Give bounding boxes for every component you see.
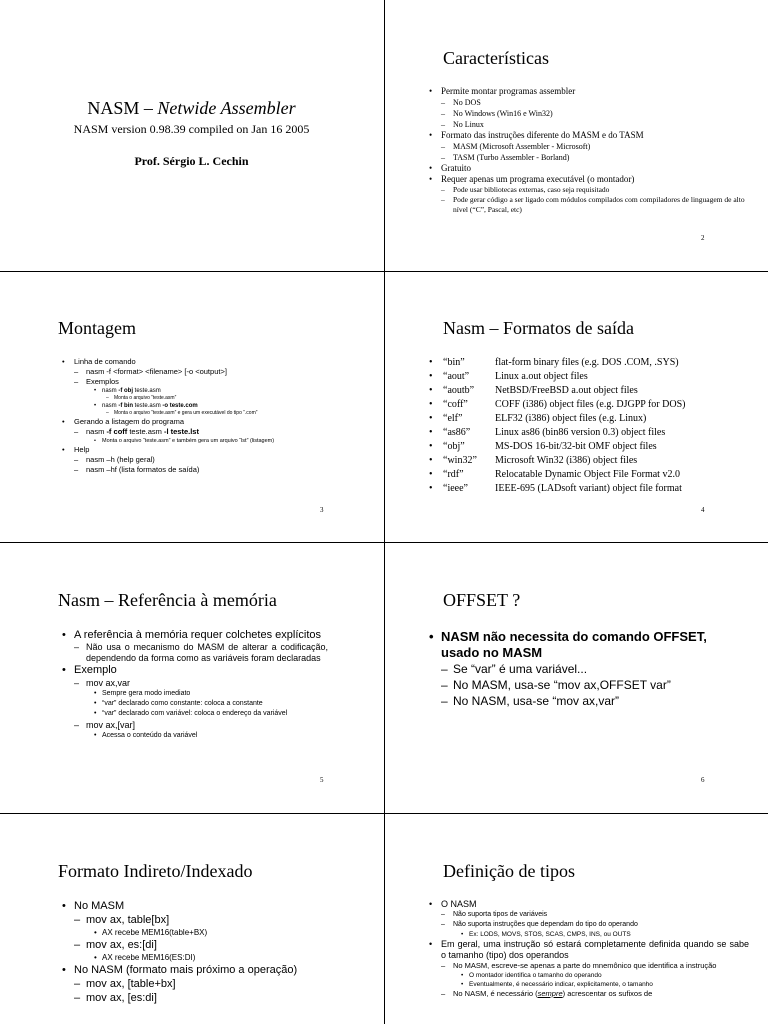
slide-5 (0, 543, 383, 813)
list-item: – No Linux (441, 119, 749, 130)
slide-2-title: Características (443, 48, 549, 68)
text: No NASM, é necessário ( (453, 989, 538, 998)
list-item: • A referência à memória requer colchetes explícitos (62, 629, 328, 642)
format-desc: MS-DOS 16-bit/32-bit OMF object files (495, 441, 657, 452)
list-item: – No DOS (441, 97, 749, 108)
cmd-text: nasm (102, 403, 119, 409)
slide-2 (385, 0, 768, 270)
list-item: • Sempre gera modo imediato (94, 689, 328, 699)
table-row: • “obj” MS-DOS 16-bit/32-bit OMF object files (429, 441, 657, 452)
slide-3-list (62, 357, 362, 475)
list-item: • O NASM (429, 899, 749, 910)
list-item: • “var” declarado como constante: coloca a constante (94, 699, 328, 709)
cmd-flag: -o teste.com (162, 403, 198, 409)
slide-4-title: Nasm – Formatos de saída (443, 318, 634, 338)
text: ) acrescentar os sufixos de (562, 989, 653, 998)
list-item: – No MASM, escreve-se apenas a parte do mnemônico que identifica a instrução (441, 961, 749, 971)
table-row: • “elf” ELF32 (i386) object files (e.g. Linux) (429, 413, 647, 424)
format-desc: Linux a.out object files (495, 371, 588, 382)
list-item: • “var” declarado com variável: coloca o endereço da variável (94, 709, 328, 719)
table-row: • “ieee” IEEE-695 (LADsoft variant) object file format (429, 483, 682, 494)
format-key: “aout” (443, 371, 470, 382)
slide-number: 2 (701, 234, 705, 242)
list-item: • Ex: LODS, MOVS, STOS, SCAS, CMPS, INS, ou OUTS (461, 930, 749, 939)
list-item (94, 387, 362, 395)
list-item: • Exemplo (62, 664, 328, 677)
slide-number: 4 (701, 506, 705, 514)
cmd-flag: -f coff (106, 427, 128, 436)
title-text: NASM – (87, 98, 158, 118)
format-desc: Relocatable Dynamic Object File Format v2.0 (495, 469, 680, 480)
format-desc: IEEE-695 (LADsoft variant) object file format (495, 483, 682, 494)
slide-1 (0, 0, 383, 270)
format-key: “bin” (443, 357, 465, 368)
slide-7-title: Formato Indireto/Indexado (58, 861, 253, 881)
list-item: – nasm -f <format> <filename> [-o <output>] (74, 367, 362, 377)
table-row: • “bin” flat-form binary files (e.g. DOS .COM, .SYS) (429, 357, 679, 368)
slide-3-title: Montagem (58, 318, 136, 338)
list-item: • Em geral, uma instrução só estará completamente definida quando se sabe o tamanho (tipo) dos operandos (429, 939, 749, 961)
list-item (441, 989, 749, 999)
slide-7 (0, 814, 383, 1024)
list-item: • Formato das instruções diferente do MASM e do TASM (429, 130, 749, 141)
list-item: • AX recebe MEM16(table+BX) (94, 927, 362, 938)
format-desc: NetBSD/FreeBSD a.out object files (495, 385, 638, 396)
slide-8-list (429, 899, 749, 999)
list-item: – mov ax,[var] (74, 719, 328, 731)
cmd-flag: -f obj (118, 388, 134, 394)
cmd-flag: -f bin (118, 403, 134, 409)
list-item: • AX recebe MEM16(ES:DI) (94, 952, 362, 963)
list-item: – No MASM, usa-se “mov ax,OFFSET var” (441, 677, 709, 693)
slide-6-list (429, 629, 709, 709)
slide-number: 3 (320, 506, 324, 514)
cmd-text: nasm (86, 427, 107, 436)
list-item: • Eventualmente, é necessário indicar, explicitamente, o tamanho (461, 980, 749, 989)
list-item: • Requer apenas um programa executável (o montador) (429, 174, 749, 185)
table-row: • “as86” Linux as86 (bin86 version 0.3) object files (429, 427, 666, 438)
table-row: • “aout” Linux a.out object files (429, 371, 588, 382)
slide-6 (385, 543, 768, 813)
list-item: – mov ax, [es:di] (74, 991, 362, 1005)
list-item: • Help (62, 445, 362, 455)
cmd-text: teste.asm (133, 403, 163, 409)
list-item: • Gratuito (429, 163, 749, 174)
list-item: – mov ax, es:[di] (74, 938, 362, 952)
format-key: “elf” (443, 413, 463, 424)
list-item: • Acessa o conteúdo da variável (94, 731, 328, 741)
list-item: – Pode gerar código a ser ligado com módulos compilados com compiladores de linguagem de alto nível (“C”, Pascal, etc) (441, 195, 749, 215)
slide-8-title: Definição de tipos (443, 861, 575, 881)
list-item: – Monta o arquivo “teste.asm” (106, 395, 362, 402)
format-desc: Linux as86 (bin86 version 0.3) object files (495, 427, 666, 438)
format-key: “as86” (443, 427, 471, 438)
list-item: – nasm –hf (lista formatos de saída) (74, 465, 362, 475)
cmd-flag: -l teste.lst (163, 427, 199, 436)
list-item: • Gerando a listagem do programa (62, 417, 362, 427)
list-item: – mov ax, [table+bx] (74, 977, 362, 991)
slide-5-title: Nasm – Referência à memória (58, 590, 277, 610)
list-item: • NASM não necessita do comando OFFSET, usado no MASM (429, 629, 709, 661)
slide-number: 5 (320, 776, 324, 784)
list-item: – No Windows (Win16 e Win32) (441, 108, 749, 119)
emphasis-text: sempre (537, 989, 563, 998)
slide-6-title: OFFSET ? (443, 590, 521, 610)
format-key: “rdf” (443, 469, 464, 480)
title-italic-text: Netwide Assembler (157, 98, 296, 118)
slide-3 (0, 272, 383, 542)
format-desc: Microsoft Win32 (i386) object files (495, 455, 638, 466)
author-text: Prof. Sérgio L. Cechin (134, 154, 249, 168)
format-key: “ieee” (443, 483, 468, 494)
cmd-text: nasm (102, 388, 119, 394)
list-item: – mov ax,var (74, 677, 328, 689)
list-item: – Se “var” é uma variável... (441, 661, 709, 677)
slide-7-list (62, 899, 362, 1005)
slide-4 (385, 272, 768, 542)
slide-5-list (62, 629, 328, 741)
list-item: • O montador identifica o tamanho do operando (461, 971, 749, 980)
list-item: – Exemplos (74, 377, 362, 387)
format-key: “obj” (443, 441, 465, 452)
list-item: – TASM (Turbo Assembler - Borland) (441, 152, 749, 163)
list-item: • Linha de comando (62, 357, 362, 367)
list-item: – MASM (Microsoft Assembler - Microsoft) (441, 141, 749, 152)
format-key: “coff” (443, 399, 468, 410)
slide-8 (385, 814, 768, 1024)
slide-2-list (429, 86, 749, 215)
format-key: “aoutb” (443, 385, 475, 396)
list-item: – No NASM, usa-se “mov ax,var” (441, 693, 709, 709)
slide-number: 6 (701, 776, 705, 784)
list-item: – Monta o arquivo “teste.asm” e gera um executável do tipo “.com” (106, 410, 362, 417)
list-item: • No MASM (62, 899, 362, 913)
list-item: – Pode usar bibliotecas externas, caso seja requisitado (441, 185, 749, 195)
table-row: • “aoutb” NetBSD/FreeBSD a.out object files (429, 385, 638, 396)
list-item: – nasm –h (help geral) (74, 455, 362, 465)
format-desc: ELF32 (i386) object files (e.g. Linux) (495, 413, 647, 424)
list-item (74, 427, 362, 437)
list-item: – Não usa o mecanismo do MASM de alterar a codificação, dependendo da forma como as variáveis foram declaradas (74, 642, 328, 664)
list-item (94, 402, 362, 410)
table-row: • “rdf” Relocatable Dynamic Object File Format v2.0 (429, 469, 680, 480)
list-item: • No NASM (formato mais próximo a operação) (62, 963, 362, 977)
version-text: NASM version 0.98.39 compiled on Jan 16 2005 (73, 122, 310, 136)
list-item: • Permite montar programas assembler (429, 86, 749, 97)
list-item: – Não suporta instruções que dependam do tipo do operando (441, 920, 749, 930)
format-key: “win32” (443, 455, 477, 466)
slide-1-title (0, 98, 383, 119)
formats-table (429, 356, 764, 496)
list-item: – mov ax, table[bx] (74, 913, 362, 927)
list-item: – Não suporta tipos de variáveis (441, 910, 749, 920)
format-desc: COFF (i386) object files (e.g. DJGPP for DOS) (495, 399, 686, 410)
table-row: • “coff” COFF (i386) object files (e.g. DJGPP for DOS) (429, 399, 686, 410)
cmd-text: teste.asm (127, 427, 164, 436)
format-desc: flat-form binary files (e.g. DOS .COM, .SYS) (495, 357, 679, 368)
cmd-text: teste.asm (133, 388, 161, 394)
list-item: • Monta o arquivo “teste.asm” e também gera um arquivo “lst” (listagem) (94, 437, 362, 445)
table-row: • “win32” Microsoft Win32 (i386) object files (429, 455, 638, 466)
